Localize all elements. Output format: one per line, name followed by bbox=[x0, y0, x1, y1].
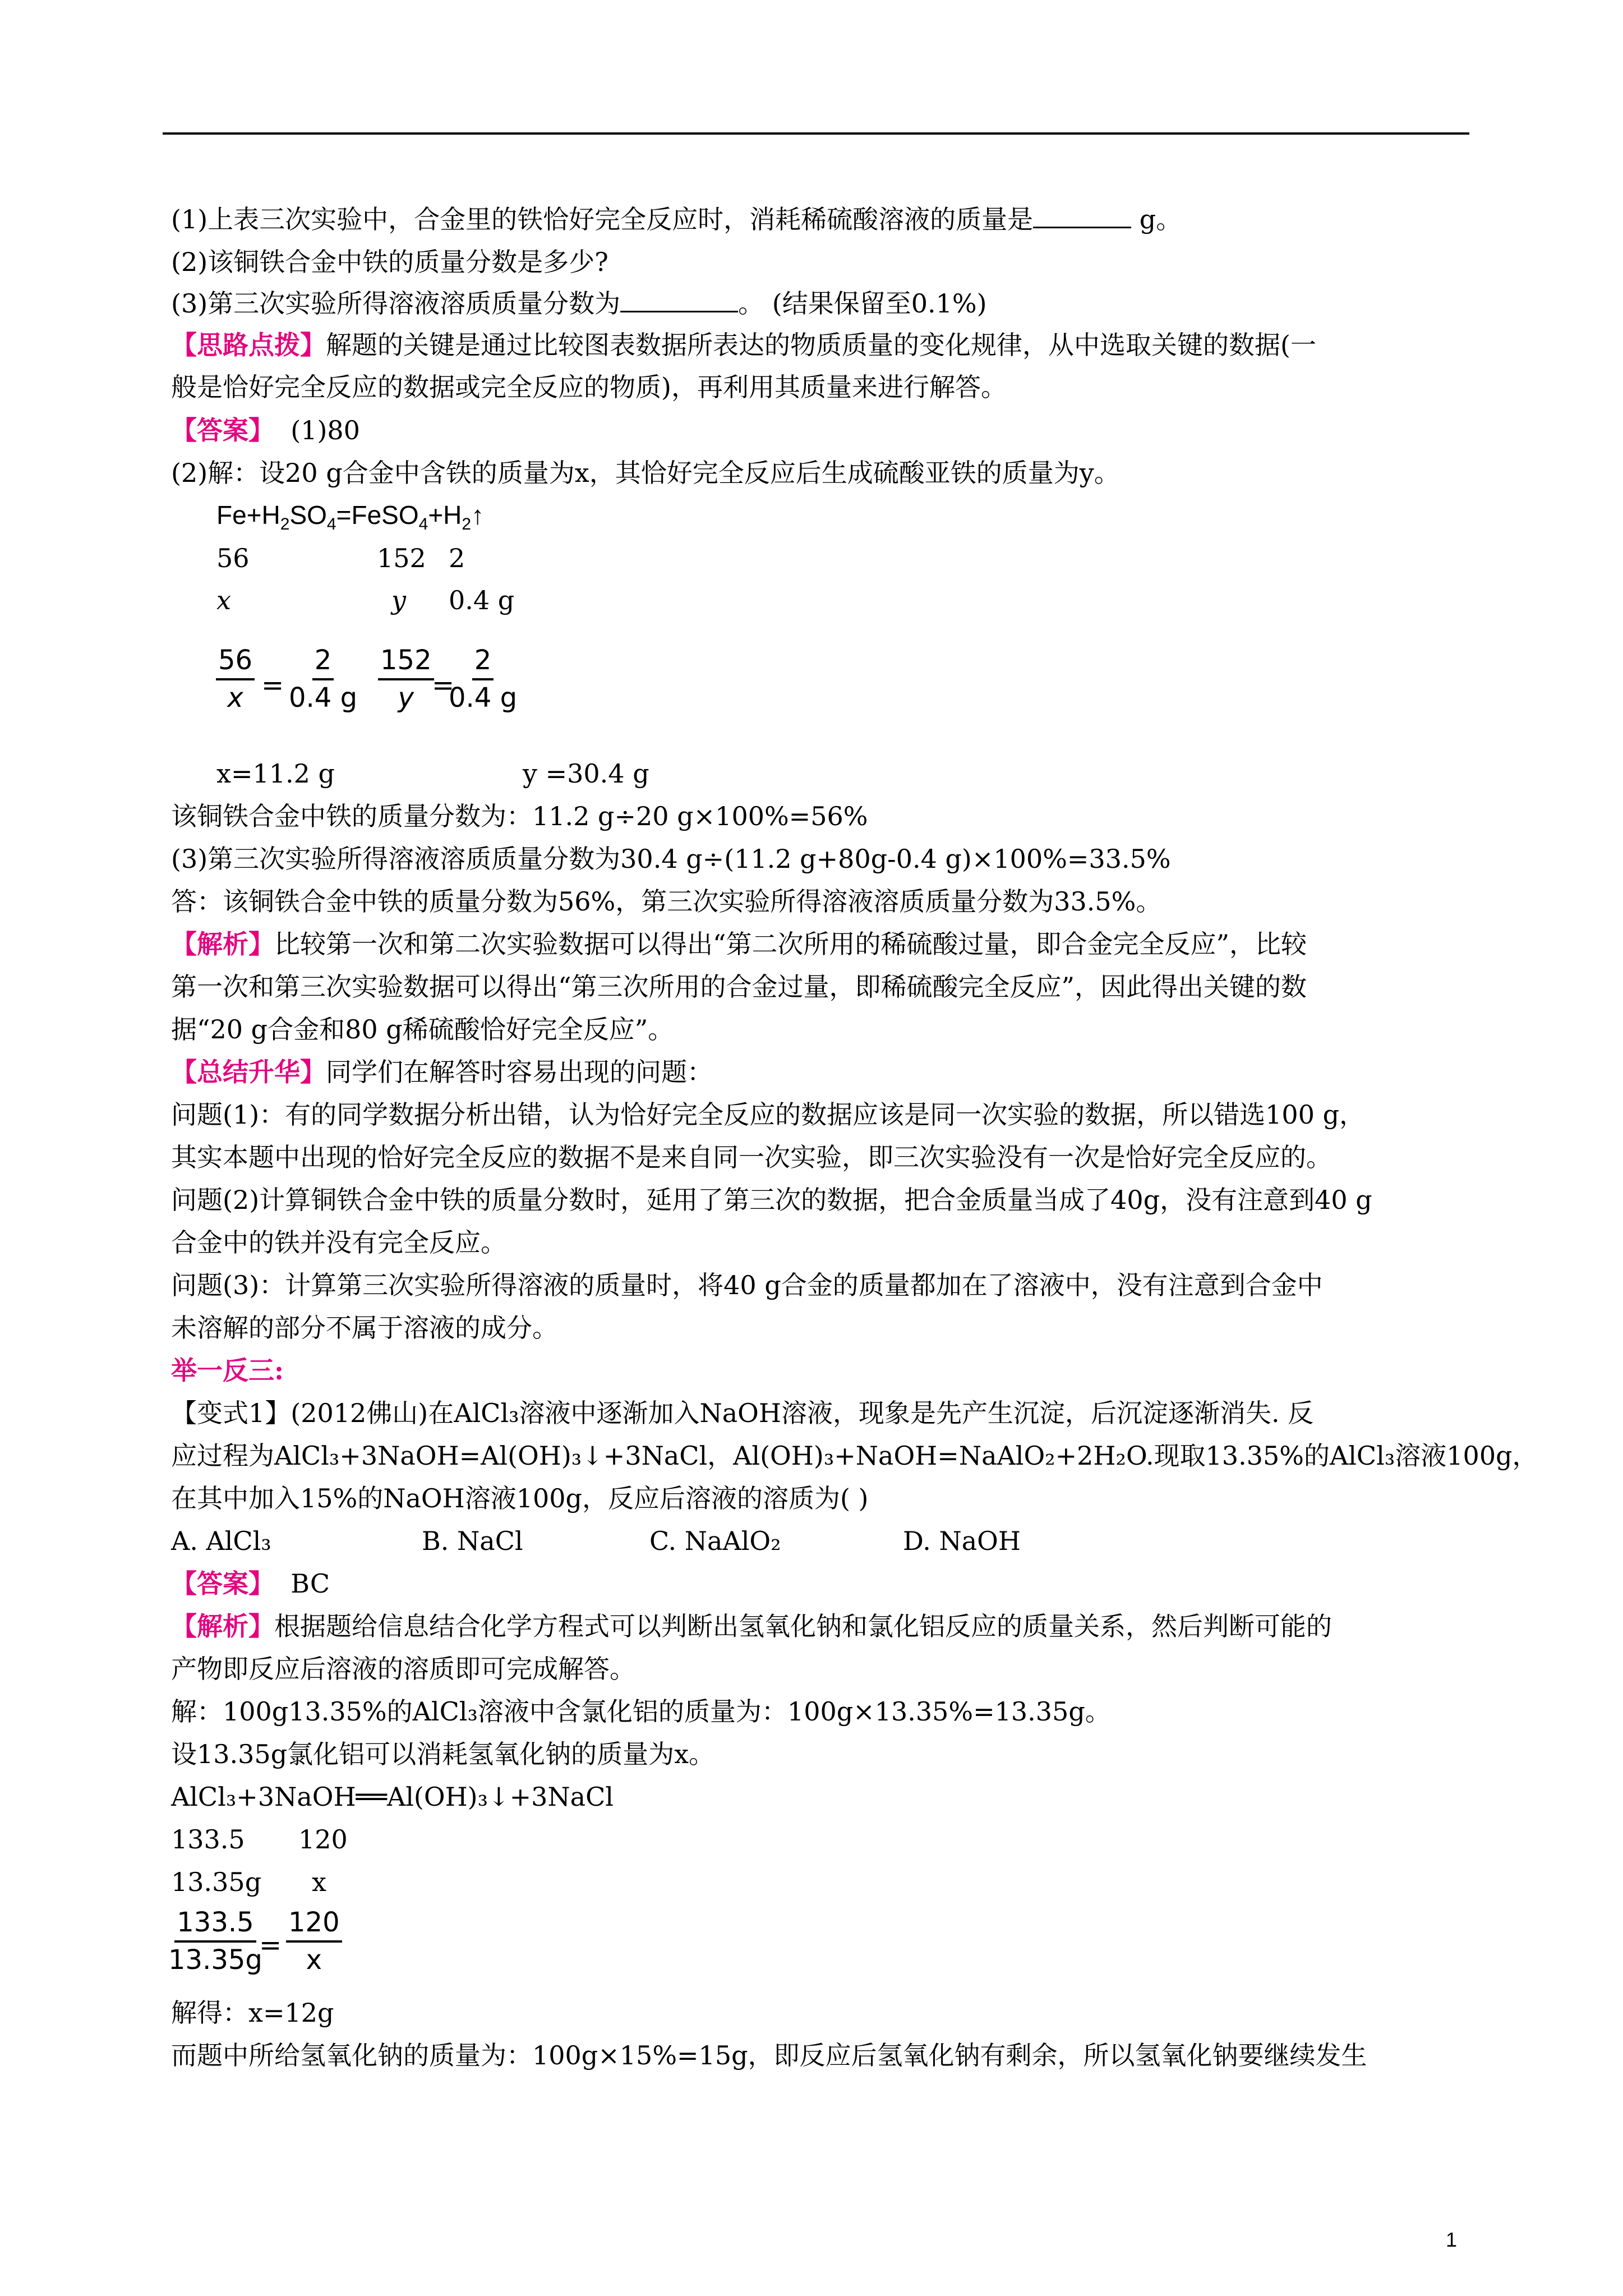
option-c: C. NaAlO₂ bbox=[649, 1526, 781, 1556]
equals-sign: = bbox=[259, 1930, 282, 1961]
equation-al: AlCl₃+3NaOH══Al(OH)₃↓+3NaCl bbox=[171, 1782, 614, 1812]
analysis-2-line-2: 产物即反应后溶液的溶质即可完成解答。 bbox=[171, 1654, 635, 1684]
solution-2-line-2: 设13.35g氯化铝可以消耗氢氧化钠的质量为x。 bbox=[171, 1739, 715, 1769]
analysis-tag: 【解析】 bbox=[171, 929, 274, 959]
page-number: 1 bbox=[1446, 2228, 1458, 2251]
option-b: B. NaCl bbox=[422, 1526, 523, 1556]
header-rule bbox=[163, 132, 1469, 135]
variant-line-2: 应过程为AlCl₃+3NaOH=Al(OH)₃↓+3NaCl，Al(OH)₃+NaOH=NaAlO₂+2H₂O.现取13.35%的AlCl₃溶液100g， bbox=[171, 1441, 1538, 1471]
var-y: y bbox=[391, 585, 406, 615]
fraction-120-x: 120 x bbox=[286, 1907, 342, 1976]
mass-1335: 133.5 bbox=[171, 1824, 245, 1855]
tip-line-1: 【思路点拨】解题的关键是通过比较图表数据所表达的物质质量的变化规律，从中选取关键的数据(一 bbox=[171, 330, 1316, 360]
fraction-2-04g: 2 0.4 g bbox=[289, 645, 358, 714]
solution-2-result: 解得：x=12g bbox=[171, 1998, 334, 2028]
summary-line: 【总结升华】同学们在解答时容易出现的问题： bbox=[171, 1057, 713, 1087]
analysis-line-1: 【解析】比较第一次和第二次实验数据可以得出“第二次所用的稀硫酸过量，即合金完全反应”，比较 bbox=[171, 929, 1307, 959]
var-x: x bbox=[216, 585, 231, 615]
question-2: (2)该铜铁合金中铁的质量分数是多少? bbox=[171, 247, 608, 277]
problem-1-b: 其实本题中出现的恰好完全反应的数据不是来自同一次实验，即三次实验没有一次是恰好完全反应的。 bbox=[171, 1142, 1332, 1172]
calc-line-2: (3)第三次实验所得溶液溶质质量分数为30.4 g÷(11.2 g+80g-0.4 g)×100%=33.5% bbox=[171, 844, 1171, 874]
analysis-2-tag: 【解析】 bbox=[171, 1611, 274, 1641]
problem-3-a: 问题(3)：计算第三次实验所得溶液的质量时，将40 g合金的质量都加在了溶液中，没有注意到合金中 bbox=[171, 1270, 1323, 1300]
fraction-152-y: 152 y bbox=[378, 645, 434, 714]
calc-line-1: 该铜铁合金中铁的质量分数为：11.2 g÷20 g×100%=56% bbox=[171, 801, 868, 831]
question-3: (3)第三次实验所得溶液溶质质量分数为 。 (结果保留至0.1%) bbox=[171, 288, 987, 319]
fraction-1335-1335g: 133.5 13.35g bbox=[168, 1907, 262, 1976]
mass-56: 56 bbox=[216, 543, 250, 573]
analysis-line-3: 据“20 g合金和80 g稀硫酸恰好完全反应”。 bbox=[171, 1014, 674, 1045]
answer-line-1: 【答案】 (1)80 bbox=[171, 415, 360, 445]
solution-line-1: (2)解：设20 g合金中含铁的质量为x，其恰好完全反应后生成硫酸亚铁的质量为y。 bbox=[171, 458, 1120, 488]
result-y: y =30.4 g bbox=[523, 758, 649, 789]
option-a: A. AlCl₃ bbox=[171, 1526, 271, 1556]
equation-fe: $Fe+H_2SO_4=FeSO_4+H_2↑$ bbox=[216, 500, 485, 534]
tip-line-2: 般是恰好完全反应的数据或完全反应的物质)，再利用其质量来进行解答。 bbox=[171, 372, 1007, 402]
answer-2-line: 【答案】 BC bbox=[171, 1568, 330, 1599]
tip-tag: 【思路点拨】 bbox=[171, 330, 326, 360]
variant-line-1: 【变式1】(2012佛山)在AlCl₃溶液中逐渐加入NaOH溶液，现象是先产生沉淀，后沉淀逐渐消失. 反 bbox=[171, 1398, 1314, 1428]
solution-2-last: 而题中所给氢氧化钠的质量为：100g×15%=15g，即反应后氢氧化钠有剩余，所以氢氧化钠要继续发生 bbox=[171, 2040, 1367, 2070]
value-1335g: 13.35g bbox=[171, 1867, 262, 1897]
equals-sign: = bbox=[261, 670, 284, 701]
summary-tag: 【总结升华】 bbox=[171, 1057, 326, 1087]
problem-2-a: 问题(2)计算铜铁合金中铁的质量分数时，延用了第三次的数据，把合金质量当成了40g，没有注意到40 g bbox=[171, 1185, 1372, 1215]
calc-line-3: 答：该铜铁合金中铁的质量分数为56%，第三次实验所得溶液溶质质量分数为33.5%。 bbox=[171, 886, 1162, 917]
fraction-2-04g: 2 0.4 g bbox=[449, 645, 518, 714]
answer-tag: 【答案】 bbox=[171, 415, 274, 445]
problem-2-b: 合金中的铁并没有完全反应。 bbox=[171, 1227, 506, 1258]
mass-2: 2 bbox=[449, 543, 465, 573]
fraction-56-x: 56 x bbox=[216, 645, 255, 714]
problem-3-b: 未溶解的部分不属于溶液的成分。 bbox=[171, 1313, 558, 1343]
problem-1-a: 问题(1)：有的同学数据分析出错，认为恰好完全反应的数据应该是同一次实验的数据，所以错选100 g， bbox=[171, 1099, 1366, 1130]
analysis-line-2: 第一次和第三次实验数据可以得出“第三次所用的合金过量，即稀硫酸完全反应”，因此得出关键的数 bbox=[171, 972, 1307, 1002]
value-04g: 0.4 g bbox=[449, 585, 515, 615]
solution-2-line-1: 解：100g13.35%的AlCl₃溶液中含氯化铝的质量为：100g×13.35%=13.35g。 bbox=[171, 1696, 1111, 1727]
var-x-2: x bbox=[312, 1867, 326, 1897]
equals-sign: = bbox=[432, 670, 455, 701]
answer-2-tag: 【答案】 bbox=[171, 1568, 274, 1599]
practice-heading: 举一反三: bbox=[171, 1355, 284, 1386]
mass-120: 120 bbox=[298, 1824, 348, 1855]
variant-line-3: 在其中加入15%的NaOH溶液100g，反应后溶液的溶质为( ) bbox=[171, 1483, 869, 1513]
option-d: D. NaOH bbox=[903, 1526, 1021, 1556]
question-1: (1)上表三次实验中，合金里的铁恰好完全反应时，消耗稀硫酸溶液的质量是 g。 bbox=[171, 204, 1182, 234]
analysis-2-line-1: 【解析】根据题给信息结合化学方程式可以判断出氢氧化钠和氯化铝反应的质量关系，然后判断可能的 bbox=[171, 1611, 1332, 1641]
mass-152: 152 bbox=[377, 543, 426, 573]
result-x: x=11.2 g bbox=[216, 758, 335, 789]
